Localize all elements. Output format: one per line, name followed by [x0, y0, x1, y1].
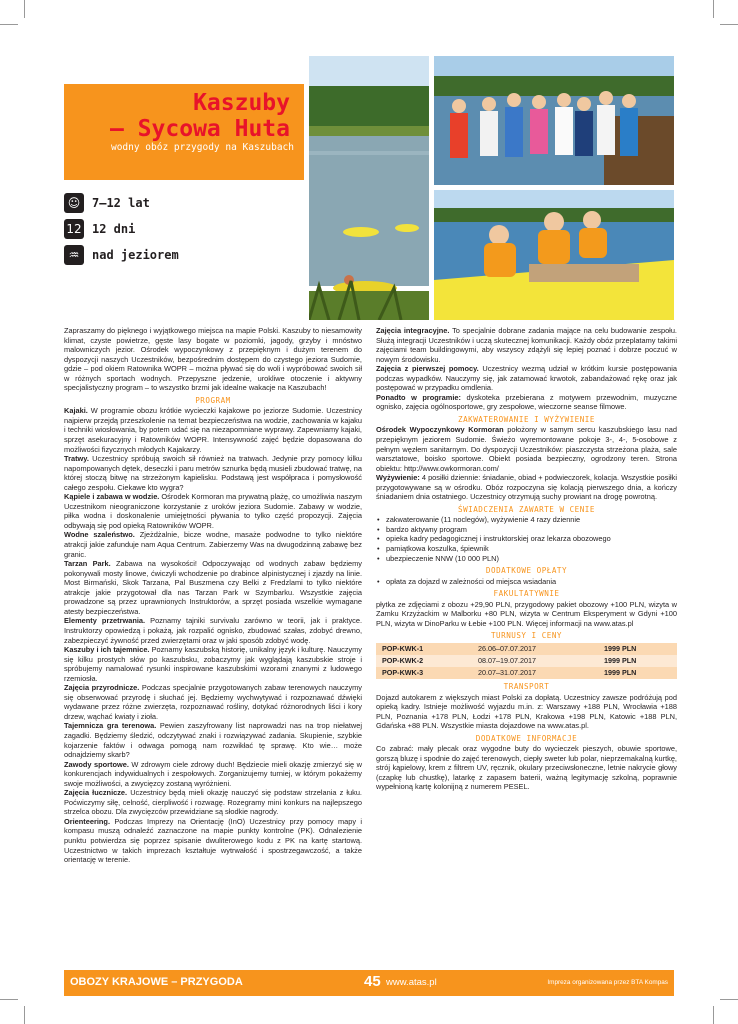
turn-dates: 08.07–19.07.2017 — [472, 655, 598, 667]
crop-mark — [24, 0, 25, 18]
benefits-heading: ŚWIADCZENIA ZAWARTE W CENIE — [458, 504, 595, 514]
optional-text: płytka ze zdjęciami z obozu +29,90 PLN, przygodowy pakiet obozowy +100 PLN, wizyta w Zamku Krzyżackim w Malborku +80 PLN, wizyta w Centrum Eksperyment w Gdyni +100 PLN, wizyta w DinoParku w Łebie +100 PLN. Więcej informacji na www.atas.pl — [376, 599, 677, 628]
item-head: Orienteering. — [64, 816, 110, 826]
turn-code: POP-KWK-3 — [376, 667, 472, 679]
list-item: • bardzo aktywny program — [386, 525, 677, 535]
column-right — [376, 326, 677, 792]
turn-code: POP-KWK-2 — [376, 655, 472, 667]
crop-mark — [720, 24, 738, 25]
program-item — [64, 817, 362, 865]
fact-age-text: 7–12 lat — [92, 195, 150, 210]
title-line-2: – Sycowa Huta — [109, 116, 290, 142]
item-head: Kajaki. — [64, 406, 88, 416]
item-head: Kąpiele i zabawa w wodzie. — [64, 492, 160, 502]
item-text: Ośrodek Kormoran ma prywatną plażę, co umożliwia naszym Uczestnikom nieograniczone korzystanie z uroków jeziora Sudomie. Zabawy w wodzie, piłka wodna i doskonalenie umiejętności pływania to tylko część propozycji. Zajęcia odbywają się pod opieką Ratowników WOPR. — [64, 492, 362, 530]
fact-days-text: 12 dni — [92, 221, 136, 236]
item-text: Uczestnicy będą mieli okazję nauczyć się podstaw strzelania z łuku. Poćwiczymy siłę, celność, cierpliwość i rozwagę. Rozegramy mini konkurs na najlepszego strzelca obozu. Dla zwycięzców przewidziane są słodkie nagrody. — [64, 788, 362, 817]
title-box — [64, 84, 304, 180]
footer-section: OBOZY KRAJOWE – PRZYGODA — [70, 976, 243, 988]
item-text: Uczestnicy spróbują swoich sił również na tratwach. Jedynie przy pomocy kilku napompowanych dętek, deseczki i paru metrów sznurka będą musieli zbudować tratwę, na której stoczą bitwę na strzeżonym kąpielisku. Podstawą jest współpraca i pomysłowość całego zespołu. Ciekawe kto wygra? — [64, 454, 362, 492]
facts-list — [64, 190, 179, 268]
turn-dates: 26.06–07.07.2017 — [472, 643, 598, 655]
info-text: Co zabrać: mały plecak oraz wygodne buty do wycieczek pieszych, obuwie sportowe, gorszą bluzę i spodnie do zajęć terenowych, ciepły sweter lub polar, nieprzemakalną kurtkę, strój kąpielowy, krem z filtrem UV, ręcznik, okulary przeciwsłoneczne, letnie nakrycie głowy (czapkę lub chustkę), latarkę z zapasem baterii, ważną legitymację szkolną, poprawnie wypełnioną kartę kolonijną z numerem PESEL. — [376, 744, 677, 792]
crop-mark — [24, 1006, 25, 1024]
item-text: Poznamy tajniki survivalu zarówno w teorii, jak i praktyce. Instruktorzy opowiedzą i pokażą, jak rozpalić ognisko, zbudować szałas, zdobyć drewno, zabezpieczyć żywność przed zwierzętami oraz w jaki sposób zdobyć wodę. — [64, 616, 362, 645]
crop-mark — [713, 1006, 714, 1024]
table-row — [376, 655, 677, 667]
item-head: Zajęcia z pierwszej pomocy. — [376, 364, 479, 374]
list-item: • opieka kadry pedagogicznej i instruktorskiej oraz lekarza obozowego — [386, 534, 677, 544]
accommodation-heading: ZAKWATEROWANIE I WYŻYWIENIE — [458, 414, 595, 424]
program-item — [64, 760, 362, 789]
item-text: Podczas specjalnie przygotowanych zabaw terenowych nauczymy się obserwować przyrodę i słuchać jej. Będziemy wychwytywać i rozpoznawać dźwięki wydawane przez różne zwierzęta, rozpoznawać rośliny, dotykać różnorodnych liści i kory drzew, wąchać kwiaty i zioła. — [64, 683, 362, 721]
program-heading: PROGRAM — [195, 395, 231, 405]
item-text: Poznamy kaszubską historię, unikalny język i kulturę. Nauczymy się kilku prostych słów po kaszubsku, zobaczymy jak wyglądają kaszubskie stroje i spróbujemy namalować rysunki inspirowane kaszubskimi wzorami znanymi z ludowego rzemiosła. — [64, 645, 363, 683]
item-text: Zjeżdżalnie, bicze wodne, masaże podwodne to tylko niektóre atrakcji jakie zafunduje nam Aqua Centrum. Zabierzemy Was na dwugodzinną zabawę bez granic. — [64, 530, 363, 559]
title-line-1: Kaszuby — [193, 90, 290, 116]
item-text: W zdrowym ciele zdrowy duch! Będziecie mieli okazję zmierzyć się w konkurencjach indywidualnych i zespołowych. Zorganizujemy turniej, w którym pokażemy swoje możliwości, a zwycięzcy zostaną wyróżnieni. — [64, 759, 362, 788]
item-text: Pewien zaszyfrowany list naprowadzi nas na trop niełatwej zagadki. Będziemy śledzić, odczytywać znaki i rozwiązywać zadania. Skupienie, szybkie kojarzenie faktów i odwaga pomogą nam rozwikłać tę sprawę. Kto wie… może odnajdziemy skarb? — [64, 721, 362, 760]
turn-price: 1999 PLN — [598, 643, 677, 655]
item-head: Wyżywienie: — [376, 473, 420, 483]
crop-mark — [0, 24, 18, 25]
item-text: Zabawa na wysokości! Odpoczywając od wodnych zabaw będziemy pokonywali mosty linowe, ćwiczyli wchodzenie po drabince alpinistycznej i zjazdy na linie. Most Birmański, Skok Tarzana, Pal Buszmena czy Belki z Fredzlami to tylko niektóre atrakcje jakie przygotował dla nas Tarzan Park w Szymbarku. Wszystkie zajęcia prowadzone są przez uprawnionych Instruktorów, a sprzęt posiada wszelkie wymagane atesty bezpieczeństwa. — [64, 559, 362, 616]
footer-bar — [64, 970, 674, 996]
item-head: Ponadto w programie: — [376, 392, 461, 402]
age-icon: ☺ — [64, 193, 84, 213]
program-item — [376, 393, 677, 412]
turn-dates: 20.07–31.07.2017 — [472, 667, 598, 679]
turns-heading: TURNUSY I CENY — [490, 631, 562, 641]
accommodation-item — [376, 473, 677, 502]
extra-list — [376, 577, 677, 587]
list-item: • pamiątkowa koszulka, śpiewnik — [386, 544, 677, 554]
item-head: Elementy przetrwania. — [64, 616, 146, 626]
intro-text: Zapraszamy do pięknego i wyjątkowego miejsca na mapie Polski. Kaszuby to niesamowity klimat, czyste powietrze, gęste lasy bogate w poziomki, jagody, grzyby i mnóstwo malowniczych jezior. Ośrodek wypoczynkowy z przepięknym i dużym terenem do dyspozycji naszych Uczestników, bezpośrednim dostępem do czystego jeziora Sudomie, gdzie – pod okiem Ratownika WOPR – można pływać się do woli i wypróbować swoich sił w różnych sportach wodnych. Przepyszne jedzenie, urokliwe otoczenie i aktywny specjalistyczny program – to wszystko brzmi jak idealne wakacje na Kaszubach! — [64, 326, 362, 393]
extra-heading: DODATKOWE OPŁATY — [485, 566, 568, 576]
item-text: dyskoteka przebierana z motywem przewodnim, muzyczne ognisko, zajęcia ogólnosportowe, gry zespołowe, wieczorne seanse filmowe. — [376, 392, 677, 412]
program-item — [376, 326, 677, 364]
program-item — [64, 616, 362, 645]
footer-note: Impreza organizowana przez BTA Kompas — [547, 979, 668, 986]
item-text: W programie obozu krótkie wycieczki kajakowe po jeziorze Sudomie. Uczestnicy najpierw przejdą przeszkolenie na temat bezpieczeństwa na wodzie, zachowania w kajaku i techniki wiosłowania, by potem udać się na niezapomniane wyprawy. Zapewniamy kajaki, sprzęt asekuracyjny i Ratowników WOPR. Intensywność zajęć będzie dopasowana do możliwości fizycznych młodych Kajakarzy. — [64, 406, 362, 454]
list-item: • zakwaterowanie (11 noclegów), wyżywienie 4 razy dziennie — [386, 515, 677, 525]
program-item — [64, 454, 362, 492]
program-item — [64, 683, 362, 721]
crop-mark — [713, 0, 714, 18]
fact-lake-text: nad jeziorem — [92, 247, 179, 262]
item-head: Tajemnicza gra terenowa. — [64, 721, 157, 731]
program-item — [64, 559, 362, 616]
program-item — [64, 492, 362, 530]
page-number: 45 — [364, 973, 381, 990]
accommodation-item — [376, 425, 677, 473]
fact-lake — [64, 242, 179, 267]
turn-price: 1999 PLN — [598, 667, 677, 679]
column-left — [64, 326, 362, 865]
days-icon: 12 — [64, 219, 84, 239]
crop-mark — [720, 999, 738, 1000]
program-item — [64, 530, 362, 559]
item-head: Zajęcia łucznicze. — [64, 788, 128, 798]
item-text: położony w samym sercu kaszubskiego lasu nad przepięknym jeziorem Sudomie. Świeżo wyremontowane pokoje 3-, 4-, 5-osobowe z pełnym węzłem sanitarnym. Do dyspozycji Uczestników: piaszczysta strzeżona plaża, sale warsztatowe, boisko sportowe. Obiekt posiada bezpieczny, ogrodzony teren. Strona obiektu: http://www.owkormoran.com/ — [376, 425, 677, 473]
item-head: Kaszuby i ich tajemnice. — [64, 645, 150, 655]
fact-days — [64, 216, 179, 241]
item-head: Zajęcia integracyjne. — [376, 326, 450, 335]
photo-group — [434, 56, 674, 185]
turn-price: 1999 PLN — [598, 655, 677, 667]
turn-code: POP-KWK-1 — [376, 643, 472, 655]
item-head: Tarzan Park. — [64, 559, 111, 569]
footer-link[interactable]: www.atas.pl — [386, 977, 437, 988]
photo-pedal-boats — [309, 56, 429, 320]
item-head: Zajęcia przyrodnicze. — [64, 683, 140, 693]
list-item: • ubezpieczenie NNW (10 000 PLN) — [386, 554, 677, 564]
table-row — [376, 667, 677, 679]
item-text: Podczas Imprezy na Orientację (InO) Uczestnicy przy pomocy mapy i kompasu muszą odnaleźć zaznaczone na mapie punkty kontrolne (PK). Odnalezienie punktu potwierdza się poprzez spisanie dwuliterowego kodu z PK na kartę startową. Uczestnictwo w takich imprezach kształtuje wytrwałość i spostrzegawczość, a także orientację w terenie. — [64, 816, 362, 865]
fact-age — [64, 190, 179, 215]
page-subtitle: wodny obóz przygody na Kaszubach — [110, 142, 294, 153]
item-text: To specjalnie dobrane zadania mające na celu budowanie zespołu. Służą integracji Uczestników i uczą skutecznej komunikacji. Każdy obóz przeplatamy takimi zajęciami team buildingowymi, aby wszyscy zdążyli się lepiej poznać i dobrze poczuć w nowym środowisku. — [376, 326, 677, 364]
list-item: • opłata za dojazd w zależności od miejsca wsiadania — [386, 577, 677, 587]
item-text: Uczestnicy wezmą udział w krótkim kursie postępowania podczas wypadków. Nauczymy się, jak zatamować krwotok, zabandażować rękę oraz jak postępować w przypadku omdlenia. — [376, 364, 677, 393]
page-title — [64, 90, 290, 142]
program-item — [64, 406, 362, 454]
crop-mark — [0, 999, 18, 1000]
item-head: Zawody sportowe. — [64, 759, 129, 769]
item-text: 4 posiłki dziennie: śniadanie, obiad + podwieczorek, kolacja. Wszystkie posiłki przygotowywane są w ośrodku. Obóz rozpoczyna się kolacją pierwszego dnia, a kończy śniadaniem dnia ostatniego. Uczestnicy otrzymują suchy prowiant na drogę powrotną. — [376, 473, 677, 502]
item-head: Tratwy. — [64, 454, 89, 464]
info-heading: DODATKOWE INFORMACJE — [475, 733, 578, 743]
turns-table — [376, 643, 677, 679]
program-item — [64, 721, 362, 759]
item-head: Wodne szaleństwo. — [64, 530, 135, 540]
transport-text: Dojazd autokarem z większych miast Polski za dopłatą. Uczestnicy zawsze podróżują pod opieką kadry. Istnieje możliwość wyjazdu m.in. z: Warszawy +188 PLN, Wrocławia +188 PLN, Poznania +178 PLN, Łodzi +178 PLN, Krakowa +198 PLN, Katowic +188 PLN, Gdańska +88 PLN. Wszystkie miasta dojazdowe na www.atas.pl. — [376, 692, 677, 731]
lake-icon: ♒ — [64, 245, 84, 265]
program-item — [64, 645, 362, 683]
item-head: Ośrodek Wypoczynkowy Kormoran — [376, 425, 504, 435]
program-item — [376, 364, 677, 393]
transport-heading: TRANSPORT — [503, 681, 550, 691]
photo-kids-boat — [434, 190, 674, 320]
program-item — [64, 788, 362, 817]
optional-heading: FAKULTATYWNIE — [493, 589, 560, 599]
table-row — [376, 643, 677, 655]
benefits-list — [376, 515, 677, 563]
